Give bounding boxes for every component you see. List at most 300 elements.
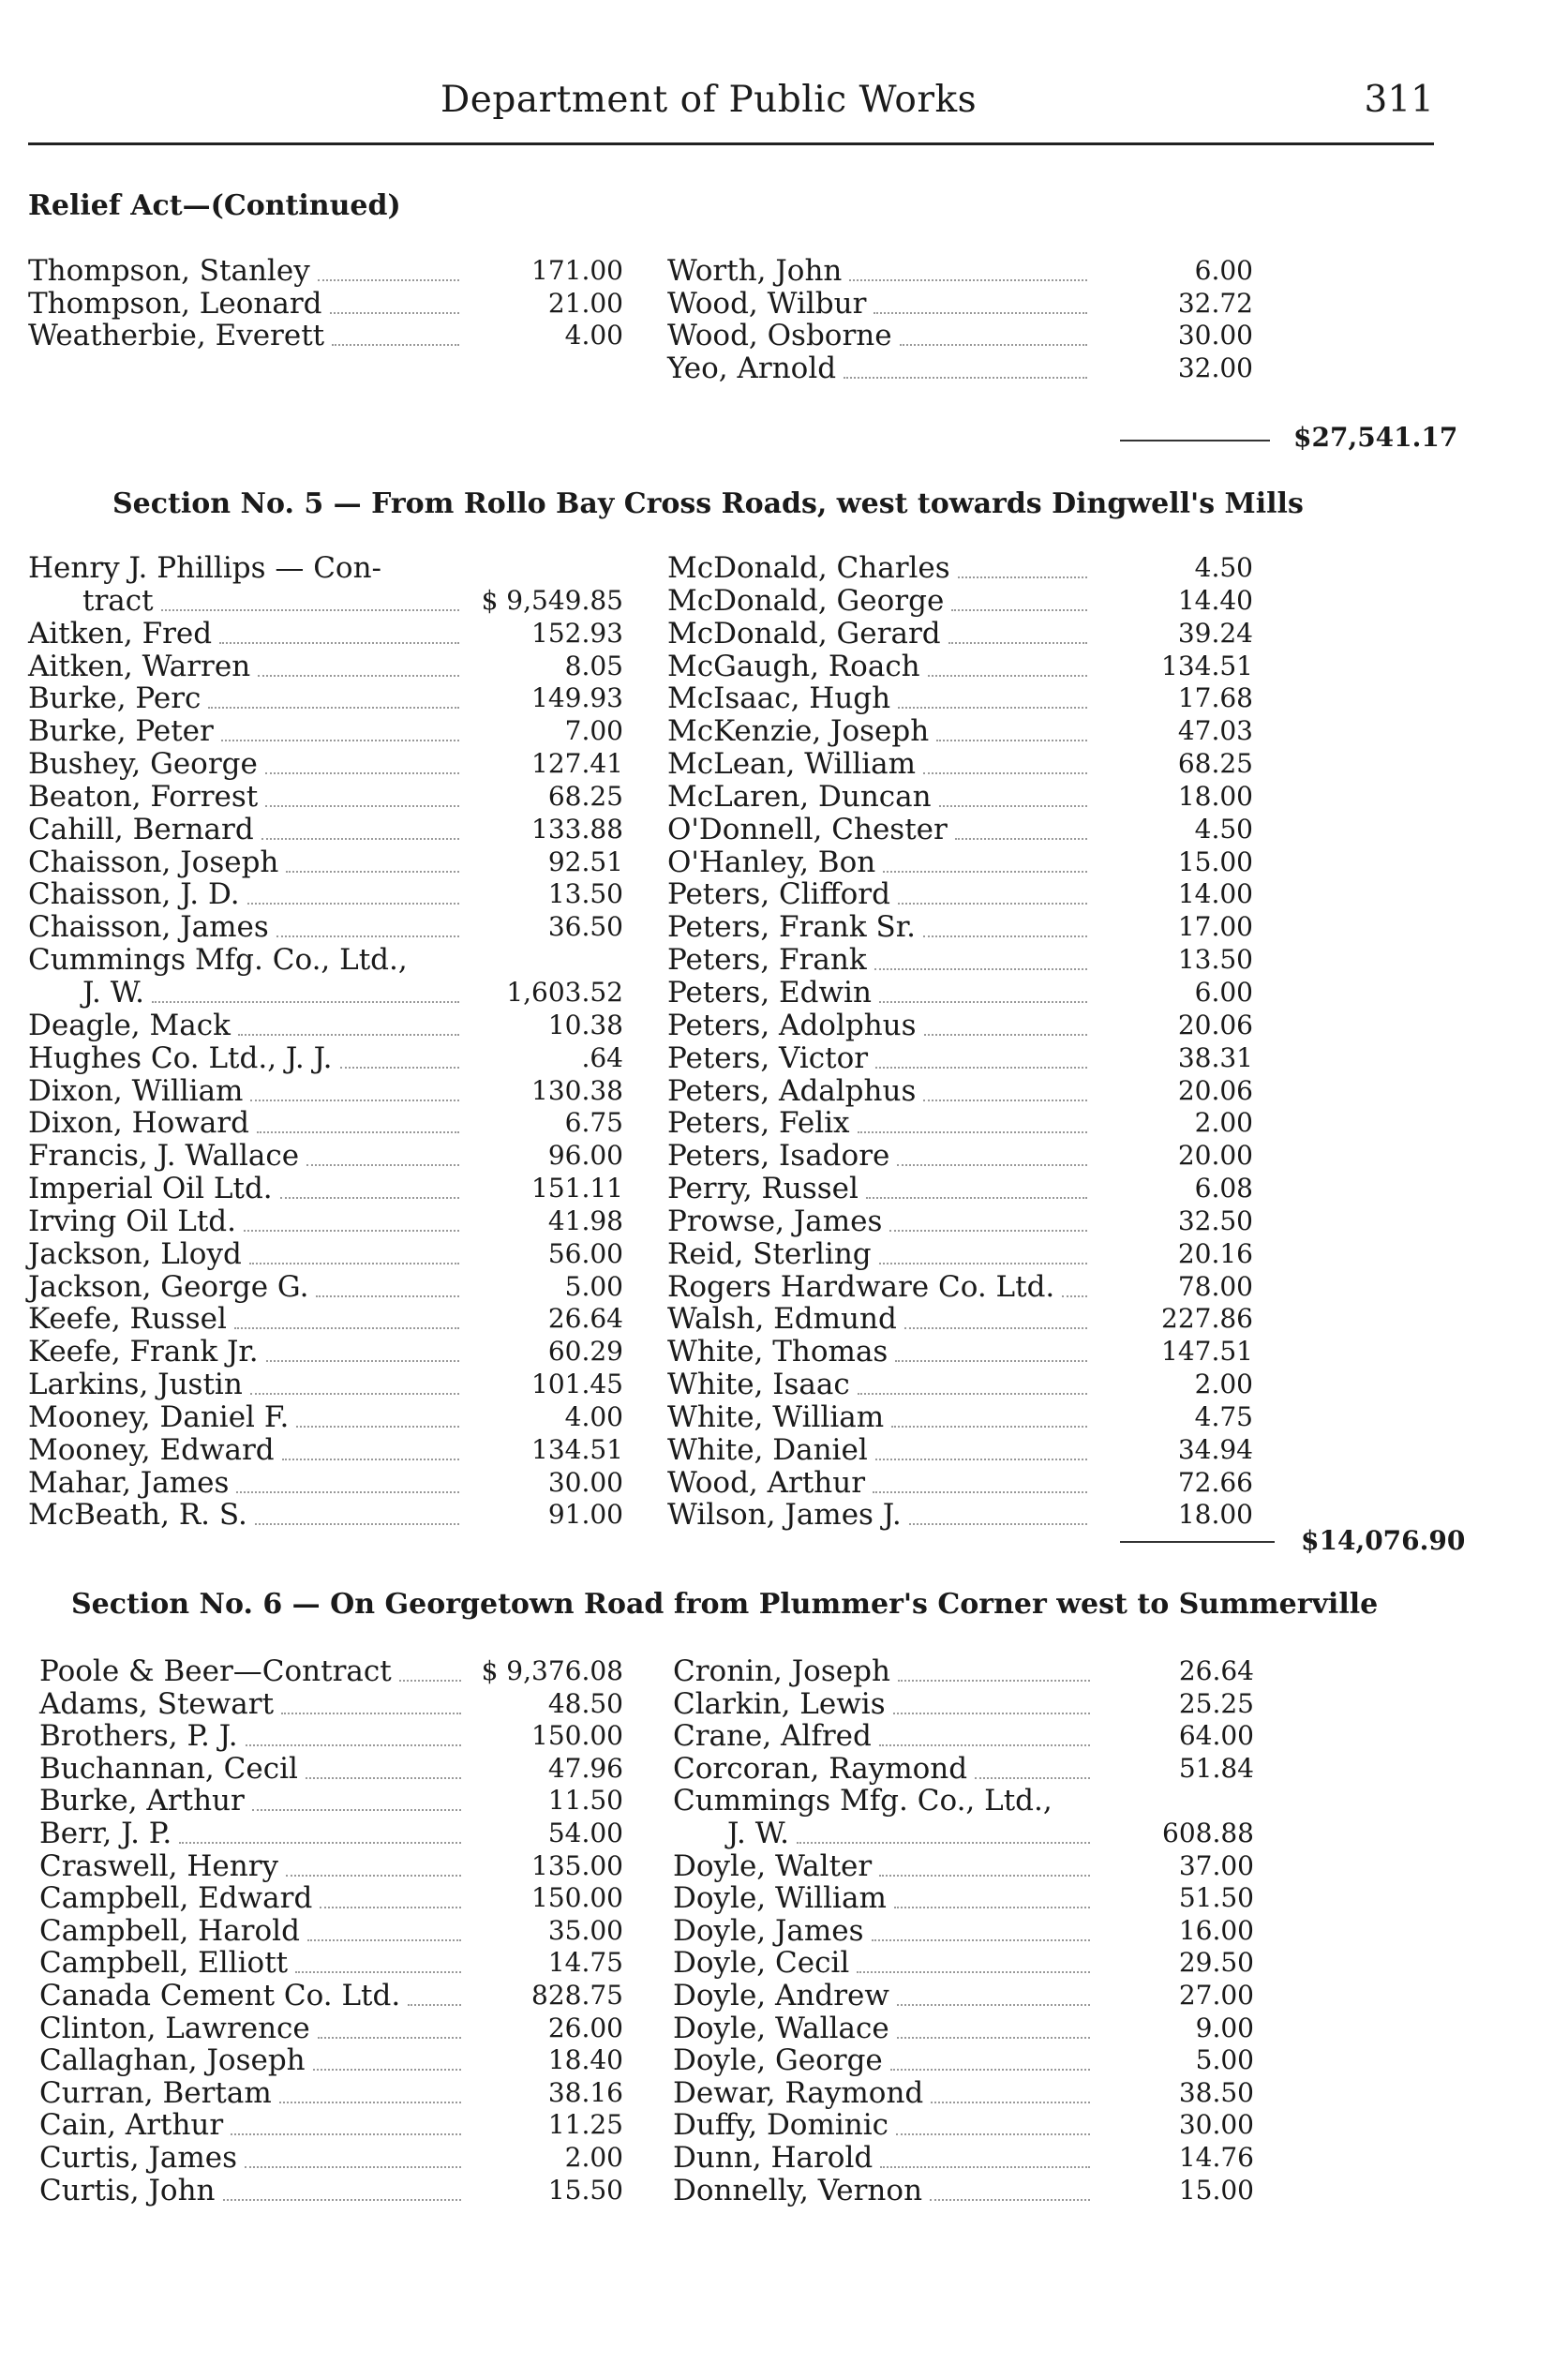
- payment-amount: 18.00: [1177, 1499, 1253, 1531]
- ledger-row: [39, 1818, 623, 1850]
- payee-name: Yeo, Arnold: [667, 351, 837, 385]
- relief-right-column: [667, 255, 1253, 384]
- payment-amount: 7.00: [564, 715, 623, 747]
- ledger-row: [28, 552, 623, 585]
- payment-amount: 32.50: [1177, 1204, 1253, 1236]
- dot-leader: [231, 2133, 461, 2135]
- payee-name: Peters, Edwin: [667, 975, 872, 1010]
- ledger-row: [28, 1140, 623, 1173]
- dot-leader: [247, 903, 459, 905]
- ledger-row: [28, 1010, 623, 1042]
- payee-name: Aitken, Fred: [28, 616, 213, 651]
- relief-total: $27,541.17: [1293, 422, 1458, 453]
- payee-name: Larkins, Justin: [28, 1368, 243, 1402]
- ledger-row: [39, 1688, 623, 1721]
- payment-amount: 18.40: [547, 2044, 623, 2076]
- payee-name: Curran, Bertam: [39, 2075, 272, 2110]
- dot-leader: [928, 675, 1087, 677]
- dot-leader: [879, 1263, 1087, 1264]
- payment-amount: 5.00: [564, 1270, 623, 1302]
- ledger-row: [667, 1075, 1253, 1108]
- ledger-row: [667, 255, 1253, 288]
- payment-amount: 15.50: [547, 2174, 623, 2206]
- payee-name: McBeath, R. S.: [28, 1498, 247, 1533]
- payee-name: Chaisson, James: [28, 910, 269, 945]
- dot-leader: [306, 1164, 459, 1166]
- payee-name: Henry J. Phillips — Con-: [28, 551, 382, 585]
- payee-name: Cummings Mfg. Co., Ltd.,: [673, 1784, 1053, 1818]
- payment-amount: 6.00: [1194, 255, 1253, 286]
- payee-name: Clarkin, Lewis: [673, 1686, 886, 1721]
- dot-leader: [238, 1034, 459, 1036]
- relief-left-column: [28, 255, 623, 352]
- payment-amount: 26.64: [1178, 1655, 1254, 1686]
- dot-leader: [875, 1459, 1087, 1460]
- section-5-total: $14,076.90: [1301, 1525, 1466, 1556]
- ledger-row: [667, 651, 1253, 683]
- ledger-row: [673, 1915, 1254, 1948]
- payment-amount: 10.38: [547, 1009, 623, 1040]
- payee-name: Wood, Wilbur: [667, 286, 867, 321]
- payment-amount: 36.50: [547, 911, 623, 943]
- payee-name: McIsaac, Hugh: [667, 681, 891, 716]
- payee-name: Jackson, George G.: [28, 1269, 309, 1304]
- ledger-row: [667, 1434, 1253, 1467]
- payee-name: Curtis, John: [39, 2173, 216, 2207]
- payment-amount: 32.00: [1177, 352, 1253, 383]
- dot-leader: [152, 1001, 459, 1003]
- ledger-row: [28, 1238, 623, 1271]
- payee-name: Peters, Felix: [667, 1106, 850, 1141]
- ledger-row: [667, 1499, 1253, 1532]
- dot-leader: [245, 2166, 461, 2168]
- payment-amount: 150.00: [531, 1720, 623, 1752]
- ledger-row: [28, 715, 623, 748]
- dot-leader: [896, 2133, 1090, 2135]
- payment-amount: 134.51: [531, 1433, 623, 1465]
- ledger-row: [673, 1688, 1254, 1721]
- dot-leader: [318, 279, 459, 281]
- payee-name: Donnelly, Vernon: [673, 2173, 923, 2207]
- payee-name: Peters, Isadore: [667, 1139, 890, 1174]
- dot-leader: [306, 1777, 461, 1779]
- ledger-row: [667, 715, 1253, 748]
- payment-amount: 4.75: [1194, 1400, 1253, 1432]
- dot-leader: [318, 2037, 461, 2039]
- dot-leader: [897, 2037, 1090, 2039]
- payment-amount: 2.00: [1194, 1107, 1253, 1139]
- payee-name: Burke, Perc: [28, 681, 202, 716]
- ledger-row: [673, 1785, 1254, 1818]
- payment-amount: 96.00: [547, 1140, 623, 1172]
- dot-leader: [286, 1875, 461, 1877]
- payment-amount: 51.84: [1178, 1752, 1254, 1784]
- payee-name: Buchannan, Cecil: [39, 1751, 298, 1786]
- payment-amount: 20.00: [1177, 1140, 1253, 1172]
- ledger-row: [28, 781, 623, 814]
- payment-amount: 14.00: [1177, 878, 1253, 910]
- payment-amount: 5.00: [1195, 2044, 1254, 2076]
- dot-leader: [890, 2069, 1090, 2071]
- page-number: 311: [1364, 79, 1434, 121]
- payment-amount: 101.45: [531, 1369, 623, 1400]
- dot-leader: [1062, 1295, 1087, 1297]
- section-6-left-column: [39, 1655, 623, 2207]
- ledger-row: [673, 2044, 1254, 2077]
- dot-leader: [320, 1907, 461, 1908]
- dot-leader: [955, 838, 1087, 840]
- ledger-row: [28, 846, 623, 879]
- payment-amount: 17.00: [1177, 911, 1253, 943]
- payment-amount: 149.93: [531, 682, 623, 714]
- ledger-row: [39, 2109, 623, 2142]
- ledger-row: [39, 1980, 623, 2012]
- payment-amount: 38.31: [1177, 1041, 1253, 1073]
- dot-leader: [265, 772, 459, 774]
- dot-leader: [257, 1131, 459, 1133]
- dot-leader: [909, 1523, 1087, 1525]
- payee-name: Imperial Oil Ltd.: [28, 1172, 273, 1206]
- ledger-row: [28, 911, 623, 944]
- ledger-row: [667, 1238, 1253, 1271]
- ledger-row: [28, 1173, 623, 1205]
- payment-amount: 21.00: [547, 287, 623, 319]
- dot-leader: [399, 1680, 461, 1682]
- payee-name: Keefe, Russel: [28, 1302, 227, 1337]
- section-6-right-column: [673, 1655, 1254, 2207]
- payment-amount: 14.76: [1178, 2141, 1254, 2173]
- ledger-row: [28, 1336, 623, 1369]
- page-title: Department of Public Works: [441, 79, 978, 121]
- dot-leader: [219, 642, 459, 644]
- dot-leader: [930, 2199, 1090, 2201]
- payment-amount: 1,603.52: [506, 976, 623, 1008]
- dot-leader: [948, 642, 1087, 644]
- ledger-row: [667, 1303, 1253, 1336]
- dot-leader: [252, 1809, 461, 1811]
- payment-amount: .64: [581, 1041, 623, 1073]
- dot-leader: [857, 1971, 1090, 1973]
- ledger-row: [667, 977, 1253, 1010]
- dot-leader: [873, 1491, 1087, 1493]
- payment-amount: 39.24: [1177, 617, 1253, 649]
- dot-leader: [244, 1230, 459, 1232]
- section-5-left-column: [28, 552, 623, 1532]
- ledger-row: [28, 1434, 623, 1467]
- ledger-row: [28, 682, 623, 715]
- dot-leader: [891, 1426, 1087, 1428]
- payment-amount: 828.75: [531, 1979, 623, 2011]
- payee-name: Brothers, P. J.: [39, 1719, 238, 1754]
- ledger-row: [667, 781, 1253, 814]
- ledger-row: [667, 1467, 1253, 1500]
- payment-amount: 48.50: [547, 1687, 623, 1719]
- payee-name: Hughes Co. Ltd., J. J.: [28, 1040, 333, 1075]
- ledger-row: [39, 1785, 623, 1818]
- payee-name: Beaton, Forrest: [28, 779, 259, 814]
- ledger-row: [673, 2175, 1254, 2207]
- ledger-row: [673, 2142, 1254, 2175]
- payee-name: Peters, Victor: [667, 1040, 869, 1075]
- payee-name: Worth, John: [667, 254, 843, 288]
- dot-leader: [880, 2166, 1090, 2168]
- payment-amount: 29.50: [1178, 1947, 1254, 1979]
- payment-amount: 51.50: [1178, 1882, 1254, 1914]
- payee-name: J. W.: [727, 1816, 790, 1850]
- dot-leader: [307, 1939, 461, 1941]
- ledger-row: [667, 748, 1253, 781]
- payment-amount: 13.50: [547, 878, 623, 910]
- ledger-row: [28, 748, 623, 781]
- dot-leader: [895, 1360, 1087, 1362]
- dot-leader: [797, 1842, 1090, 1844]
- dot-leader: [295, 1971, 461, 1973]
- payee-name: Wilson, James J.: [667, 1498, 902, 1533]
- payment-amount: 26.64: [547, 1303, 623, 1335]
- dot-leader: [904, 1327, 1087, 1329]
- dot-leader: [889, 1230, 1087, 1232]
- ledger-row: [667, 618, 1253, 651]
- ledger-row: [28, 255, 623, 288]
- dot-leader: [879, 1744, 1090, 1746]
- ledger-row: [28, 878, 623, 911]
- payee-name: Keefe, Frank Jr.: [28, 1335, 259, 1369]
- payment-amount: 2.00: [564, 2141, 623, 2173]
- dot-leader: [951, 609, 1087, 611]
- payment-amount: 47.96: [547, 1752, 623, 1784]
- payment-amount: 14.75: [547, 1947, 623, 1979]
- ledger-row: [667, 1369, 1253, 1401]
- ledger-row: [667, 585, 1253, 618]
- payee-name: Callaghan, Joseph: [39, 2043, 306, 2078]
- ledger-row: [667, 1042, 1253, 1075]
- dot-leader: [975, 1777, 1090, 1779]
- payment-amount: 38.50: [1178, 2076, 1254, 2108]
- payment-amount: 34.94: [1177, 1433, 1253, 1465]
- payee-name: Peters, Frank: [667, 943, 867, 978]
- ledger-row: [667, 814, 1253, 846]
- ledger-row: [673, 1882, 1254, 1915]
- ledger-row: [673, 1980, 1254, 2012]
- dot-leader: [221, 740, 459, 741]
- payee-name: O'Donnell, Chester: [667, 812, 948, 846]
- payee-name: Cronin, Joseph: [673, 1654, 890, 1688]
- payment-amount: 20.06: [1177, 1009, 1253, 1040]
- dot-leader: [872, 1939, 1090, 1941]
- dot-leader: [898, 903, 1087, 905]
- dot-leader: [255, 1523, 459, 1525]
- ledger-row: [39, 2044, 623, 2077]
- payment-amount: 20.06: [1177, 1074, 1253, 1106]
- ledger-row: [39, 1915, 623, 1948]
- dot-leader: [879, 1875, 1090, 1877]
- ledger-row: [39, 1850, 623, 1883]
- dot-leader: [223, 2199, 461, 2201]
- payee-name: Dixon, Howard: [28, 1106, 249, 1141]
- payee-name: Cahill, Bernard: [28, 812, 254, 846]
- payee-name: Dunn, Harold: [673, 2140, 874, 2175]
- payee-name: Mooney, Daniel F.: [28, 1399, 290, 1434]
- dot-leader: [250, 1393, 459, 1395]
- payee-name: McLaren, Duncan: [667, 779, 932, 814]
- payment-amount: 11.25: [547, 2109, 623, 2141]
- dot-leader: [280, 1197, 459, 1199]
- payment-amount: 171.00: [531, 255, 623, 286]
- ledger-row: [673, 1720, 1254, 1753]
- payment-amount: 4.50: [1194, 813, 1253, 845]
- payee-name: Peters, Frank Sr.: [667, 910, 916, 945]
- payment-amount: 26.00: [547, 2012, 623, 2043]
- ledger-row: [667, 352, 1253, 385]
- ledger-row: [667, 1336, 1253, 1369]
- ledger-row: [667, 1401, 1253, 1434]
- dot-leader: [958, 576, 1087, 578]
- payment-amount: 54.00: [547, 1817, 623, 1848]
- dot-leader: [258, 675, 459, 677]
- ledger-row: [667, 288, 1253, 321]
- payment-amount: 18.00: [1177, 780, 1253, 812]
- payee-name: Doyle, Walter: [673, 1848, 873, 1883]
- header-rule: [28, 142, 1434, 145]
- payee-name: Peters, Adalphus: [667, 1073, 917, 1108]
- ledger-row: [673, 1655, 1254, 1688]
- ledger-row: [28, 585, 623, 618]
- ledger-row: [673, 1850, 1254, 1883]
- ledger-row: [28, 651, 623, 683]
- payee-name: White, Daniel: [667, 1432, 868, 1467]
- payee-name: Burke, Arthur: [39, 1784, 245, 1818]
- dot-leader: [313, 2069, 461, 2071]
- payment-amount: 38.16: [547, 2076, 623, 2108]
- payment-amount: 11.50: [547, 1785, 623, 1817]
- dot-leader: [179, 1842, 461, 1844]
- payee-name: Peters, Clifford: [667, 877, 890, 912]
- dot-leader: [208, 707, 459, 709]
- payee-name: Berr, J. P.: [39, 1816, 172, 1850]
- ledger-row: [28, 1271, 623, 1304]
- payee-name: Francis, J. Wallace: [28, 1139, 300, 1174]
- dot-leader: [874, 312, 1087, 314]
- payee-name: Chaisson, Joseph: [28, 845, 279, 879]
- page-header: [28, 79, 1434, 135]
- payee-name: Crane, Alfred: [673, 1719, 872, 1754]
- ledger-row: [39, 2012, 623, 2045]
- ledger-row: [673, 2012, 1254, 2045]
- payee-name: J. W.: [82, 975, 145, 1010]
- payment-amount: 32.72: [1177, 287, 1253, 319]
- payee-name: Cummings Mfg. Co., Ltd.,: [28, 943, 408, 978]
- payment-amount: $ 9,549.85: [481, 584, 623, 616]
- ledger-row: [667, 944, 1253, 977]
- dot-leader: [898, 1680, 1090, 1682]
- ledger-row: [667, 1205, 1253, 1238]
- payment-amount: 151.11: [531, 1173, 623, 1204]
- payment-amount: 13.50: [1177, 944, 1253, 976]
- ledger-row: [28, 977, 623, 1010]
- payment-amount: 41.98: [547, 1204, 623, 1236]
- ledger-row: [39, 1720, 623, 1753]
- payment-amount: 68.25: [547, 780, 623, 812]
- ledger-row: [39, 2142, 623, 2175]
- dot-leader: [234, 1327, 459, 1329]
- ledger-row: [667, 1010, 1253, 1042]
- dot-leader: [858, 1131, 1087, 1133]
- payee-name: White, Isaac: [667, 1368, 850, 1402]
- payee-name: Bushey, George: [28, 747, 258, 782]
- payee-name: Corcoran, Raymond: [673, 1751, 968, 1786]
- dot-leader: [858, 1393, 1087, 1395]
- payee-name: Canada Cement Co. Ltd.: [39, 1978, 401, 2012]
- payment-amount: 130.38: [531, 1074, 623, 1106]
- dot-leader: [161, 609, 459, 611]
- payment-amount: 14.40: [1177, 584, 1253, 616]
- payment-amount: 8.05: [564, 650, 623, 681]
- payee-name: Dewar, Raymond: [673, 2075, 924, 2110]
- payment-amount: 135.00: [531, 1849, 623, 1881]
- payment-amount: 16.00: [1178, 1914, 1254, 1946]
- payee-name: Doyle, George: [673, 2043, 883, 2078]
- payment-amount: 78.00: [1177, 1270, 1253, 1302]
- payment-amount: 6.75: [564, 1107, 623, 1139]
- payee-name: Doyle, Andrew: [673, 1978, 889, 2012]
- payee-name: Burke, Peter: [28, 714, 214, 749]
- payee-name: McGaugh, Roach: [667, 649, 920, 683]
- ledger-row: [28, 1499, 623, 1532]
- ledger-row: [39, 1753, 623, 1786]
- payee-name: Cain, Arthur: [39, 2108, 224, 2143]
- payment-amount: 6.08: [1194, 1173, 1253, 1204]
- ledger-row: [667, 1107, 1253, 1140]
- payment-amount: 25.25: [1178, 1687, 1254, 1719]
- dot-leader: [332, 344, 459, 346]
- ledger-row: [28, 944, 623, 977]
- payee-name: Rogers Hardware Co. Ltd.: [667, 1269, 1055, 1304]
- dot-leader: [246, 1744, 461, 1746]
- payee-name: McLean, William: [667, 747, 917, 782]
- payment-amount: 9.00: [1195, 2012, 1254, 2043]
- ledger-row: [673, 1947, 1254, 1980]
- payment-amount: 30.00: [1177, 320, 1253, 352]
- payee-name: Reid, Sterling: [667, 1236, 872, 1271]
- payment-amount: $ 9,376.08: [481, 1655, 623, 1686]
- payment-amount: 2.00: [1194, 1369, 1253, 1400]
- dot-leader: [316, 1295, 459, 1297]
- payment-amount: 91.00: [547, 1499, 623, 1531]
- ledger-row: [28, 618, 623, 651]
- payment-amount: 134.51: [1161, 650, 1253, 681]
- payee-name: Craswell, Henry: [39, 1848, 279, 1883]
- relief-heading: Relief Act—(Continued): [28, 189, 401, 222]
- payee-name: Adams, Stewart: [39, 1686, 275, 1721]
- ledger-row: [667, 911, 1253, 944]
- payee-name: McDonald, Gerard: [667, 616, 941, 651]
- dot-leader: [898, 707, 1087, 709]
- ledger-row: [28, 1369, 623, 1401]
- payment-amount: 56.00: [547, 1237, 623, 1269]
- payment-amount: 30.00: [1178, 2109, 1254, 2141]
- payee-name: Clinton, Lawrence: [39, 2011, 310, 2045]
- payment-amount: 20.16: [1177, 1237, 1253, 1269]
- dot-leader: [265, 805, 459, 807]
- payment-amount: 133.88: [531, 813, 623, 845]
- payee-name: Weatherbie, Everett: [28, 319, 325, 353]
- dot-leader: [900, 344, 1087, 346]
- dot-leader: [282, 1459, 459, 1460]
- payee-name: Doyle, James: [673, 1913, 864, 1948]
- section-6-title: Section No. 6 — On Georgetown Road from Plummer's Corner west to Summerville: [71, 1588, 1379, 1621]
- payee-name: tract: [82, 583, 154, 618]
- payment-amount: 60.29: [547, 1336, 623, 1368]
